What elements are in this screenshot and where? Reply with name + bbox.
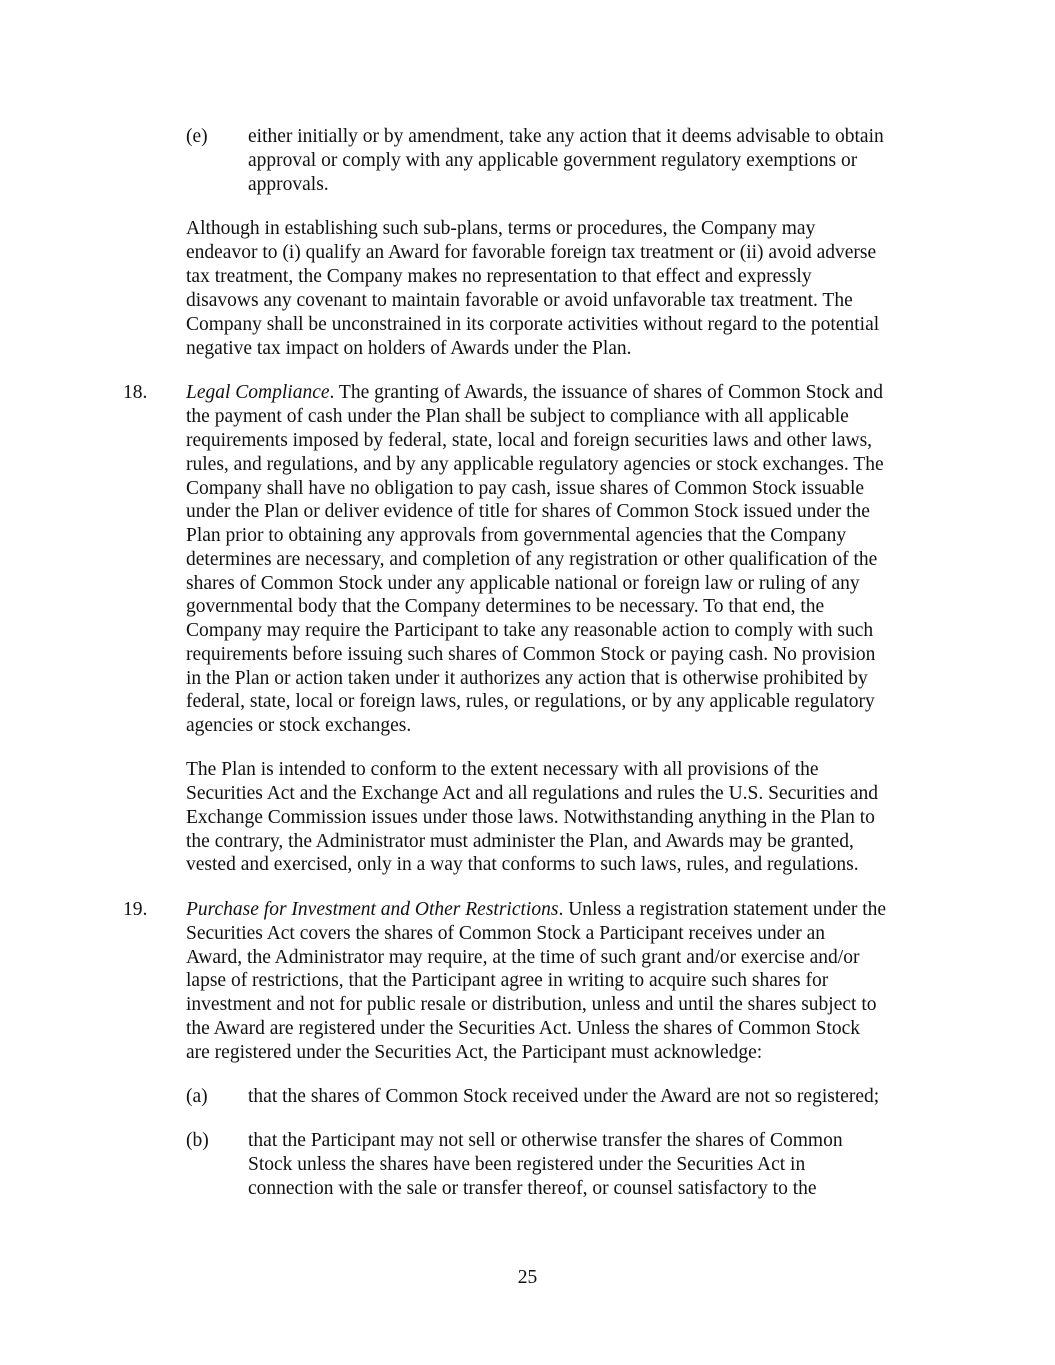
item-b-line: Stock unless the shares have been registered under the Securities Act in: [248, 1154, 806, 1175]
section-18-line: Company may require the Participant to take any reasonable action to comply with such: [186, 620, 874, 641]
item-b-label: (b): [186, 1130, 209, 1151]
item-e-line: approvals.: [248, 174, 329, 195]
subplans-line: tax treatment, the Company makes no representation to that effect and expressly: [186, 266, 812, 287]
section-18-first-line-rest: . The granting of Awards, the issuance of shares of Common Stock and: [329, 382, 884, 403]
section-18-heading: Legal Compliance: [186, 382, 330, 403]
section-19-number: 19.: [123, 899, 148, 920]
section-18-para2-line: Securities Act and the Exchange Act and all regulations and rules the U.S. Securities and: [186, 783, 879, 804]
subplans-line: Company shall be unconstrained in its corporate activities without regard to the potential: [186, 314, 880, 335]
page-number: 25: [517, 1267, 538, 1288]
section-18-para2-line: The Plan is intended to conform to the extent necessary with all provisions of the: [186, 759, 819, 780]
item-b-line: that the Participant may not sell or otherwise transfer the shares of Common: [248, 1130, 843, 1151]
section-18-line: in the Plan or action taken under it authorizes any action that is otherwise prohibited by: [186, 668, 868, 689]
section-18-line: requirements imposed by federal, state, local and foreign securities laws and other laws,: [186, 430, 873, 451]
subplans-line: negative tax impact on holders of Awards under the Plan.: [186, 338, 632, 359]
section-19-line: investment and not for public resale or distribution, unless and until the shares subject to: [186, 994, 877, 1015]
item-b-line: connection with the sale or transfer thereof, or counsel satisfactory to the: [248, 1178, 817, 1199]
section-18-line: requirements before issuing such shares of Common Stock or paying cash. No provision: [186, 644, 876, 665]
section-19-line: Award, the Administrator may require, at the time of such grant and/or exercise and/or: [186, 947, 860, 968]
item-a-line: that the shares of Common Stock received under the Award are not so registered;: [248, 1086, 880, 1107]
section-18-line: rules, and regulations, and by any applicable regulatory agencies or stock exchanges. The: [186, 454, 884, 475]
section-19-first-line: [186, 898, 886, 922]
section-19-line: the Award are registered under the Securities Act. Unless the shares of Common Stock: [186, 1018, 861, 1039]
section-19-line: Securities Act covers the shares of Common Stock a Participant receives under an: [186, 923, 825, 944]
section-18-para2-line: vested and exercised, only in a way that conforms to such laws, rules, and regulations.: [186, 854, 859, 875]
section-18-line: determines are necessary, and completion of any registration or other qualification of the: [186, 549, 878, 570]
subplans-line: disavows any covenant to maintain favorable or avoid unfavorable tax treatment. The: [186, 290, 853, 311]
section-18-line: Plan prior to obtaining any approvals from governmental agencies that the Company: [186, 525, 847, 546]
item-a-label: (a): [186, 1086, 208, 1107]
section-19-first-line-rest: . Unless a registration statement under the: [558, 899, 887, 920]
section-19-line: are registered under the Securities Act, the Participant must acknowledge:: [186, 1042, 763, 1063]
section-18-first-line: [186, 381, 883, 405]
subplans-line: endeavor to (i) qualify an Award for favorable foreign tax treatment or (ii) avoid adverse: [186, 242, 877, 263]
item-e-label: (e): [186, 126, 208, 147]
item-e-line: either initially or by amendment, take any action that it deems advisable to obtain: [248, 126, 884, 147]
item-e-line: approval or comply with any applicable government regulatory exemptions or: [248, 150, 858, 171]
subplans-line: Although in establishing such sub-plans, terms or procedures, the Company may: [186, 218, 816, 239]
section-18-para2-line: Exchange Commission issues under those laws. Notwithstanding anything in the Plan to: [186, 807, 875, 828]
section-18-line: under the Plan or deliver evidence of title for shares of Common Stock issued under the: [186, 501, 870, 522]
section-18-line: federal, state, local or foreign laws, rules, or regulations, or by any applicable regulatory: [186, 691, 875, 712]
section-18-line: shares of Common Stock under any applicable national or foreign law or ruling of any: [186, 573, 860, 594]
section-19-heading: Purchase for Investment and Other Restrictions: [186, 899, 559, 920]
section-18-para2-line: the contrary, the Administrator must administer the Plan, and Awards may be granted,: [186, 831, 854, 852]
section-18-number: 18.: [123, 382, 148, 403]
section-19-line: lapse of restrictions, that the Participant agree in writing to acquire such shares for: [186, 970, 829, 991]
section-18-line: Company shall have no obligation to pay cash, issue shares of Common Stock issuable: [186, 478, 865, 499]
section-18-line: governmental body that the Company determines to be necessary. To that end, the: [186, 596, 825, 617]
section-18-line: the payment of cash under the Plan shall be subject to compliance with all applicable: [186, 406, 849, 427]
section-18-line: agencies or stock exchanges.: [186, 715, 412, 736]
